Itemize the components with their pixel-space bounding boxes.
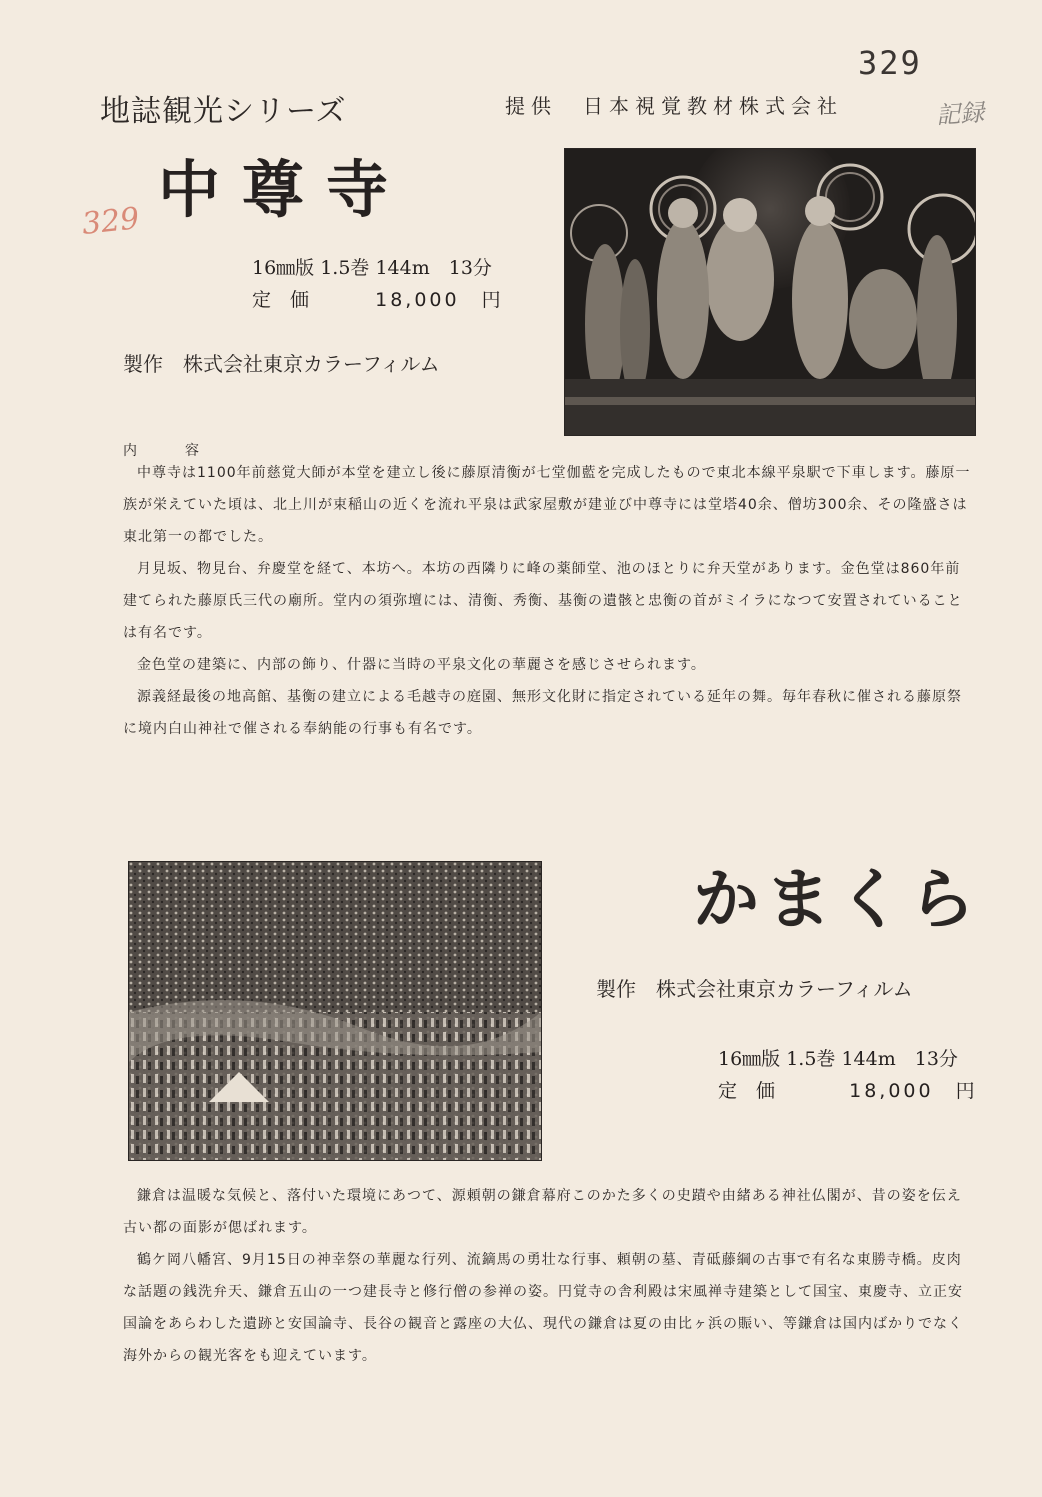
page-number-stamp: 329 — [858, 44, 922, 82]
film1-title: 中尊寺 — [158, 153, 411, 226]
film1-price-value: 18,000 円 — [375, 289, 504, 311]
film2-photo — [128, 861, 542, 1161]
film2-title: かまくら — [693, 861, 981, 938]
film2-description — [123, 1180, 973, 1372]
sponsor-line: 提供 日本視覚教材株式会社 — [505, 94, 843, 118]
film1-paragraph: 月見坂、物見台、弁慶堂を経て、本坊へ。本坊の西隣りに峰の薬師堂、池のほとりに弁天堂があります。金色堂は860年前建てられた藤原氏三代の廟所。堂内の須弥壇には、清衡、秀衡、基衡の遺骸と忠衡の首がミイラになつて安置されていることは有名です。 — [123, 561, 963, 641]
film2-price — [718, 1076, 978, 1103]
series-title: 地誌観光シリーズ — [100, 94, 347, 129]
film2-producer: 製作 株式会社東京カラーフィルム — [596, 977, 913, 1001]
film1-paragraph: 金色堂の建築に、内部の飾り、什器に当時の平泉文化の華麗さを感じさせられます。 — [137, 657, 706, 673]
film1-paragraph: 中尊寺は1100年前慈覚大師が本堂を建立し後に藤原清衡が七堂伽藍を完成したもので東北本線平泉駅で下車します。藤原一族が栄えていた頃は、北上川が束稲山の近くを流れ平泉は武家屋敷が建並び中尊寺には堂塔40余、僧坊300余、その隆盛さは東北第一の都でした。 — [123, 465, 971, 545]
film1-producer: 製作 株式会社東京カラーフィルム — [123, 352, 440, 376]
contents-label: 内容 — [123, 443, 247, 459]
beach-crowd-image — [129, 862, 541, 1160]
film2-paragraph: 鎌倉は温暖な気候と、落付いた環境にあつて、源頼朝の鎌倉幕府このかた多くの史蹟や由緒ある神社仏閣が、昔の姿を伝え古い都の面影が偲ばれます。 — [123, 1188, 962, 1236]
film2-price-value: 18,000 円 — [849, 1080, 978, 1102]
film1-photo — [564, 148, 976, 436]
film2-paragraph: 鶴ケ岡八幡宮、9月15日の神幸祭の華麗な行列、流鏑馬の勇壮な行事、頼朝の墓、青砥藤綱の古事で有名な東勝寺橋。皮肉な話題の銭洗弁天、鎌倉五山の一つ建長寺と修行僧の参禅の姿。円覚寺の舎利殿は宋風禅寺建築として国宝、東慶寺、立正安国論をあらわした遺跡と安国論寺、長谷の観音と露座の大仏、現代の鎌倉は夏の由比ヶ浜の賑い、等鎌倉は国内ばかりでなく海外からの観光客をも迎えています。 — [123, 1252, 963, 1364]
film1-price-label: 定 価 — [252, 289, 310, 311]
film2-price-label: 定 価 — [718, 1080, 776, 1102]
handwritten-number: 329 — [80, 201, 141, 242]
film2-spec: 16㎜版 1.5巻 144m 13分 — [718, 1048, 958, 1070]
buddha-statues-image — [565, 149, 975, 435]
handwritten-note: 記録 — [935, 98, 986, 130]
film1-spec: 16㎜版 1.5巻 144m 13分 — [252, 257, 492, 279]
film1-price — [252, 285, 504, 312]
film1-paragraph: 源義経最後の地高館、基衡の建立による毛越寺の庭園、無形文化財に指定されている延年の舞。毎年春秋に催される藤原祭に境内白山神社で催される奉納能の行事も有名です。 — [123, 689, 962, 737]
film1-description — [123, 457, 973, 745]
